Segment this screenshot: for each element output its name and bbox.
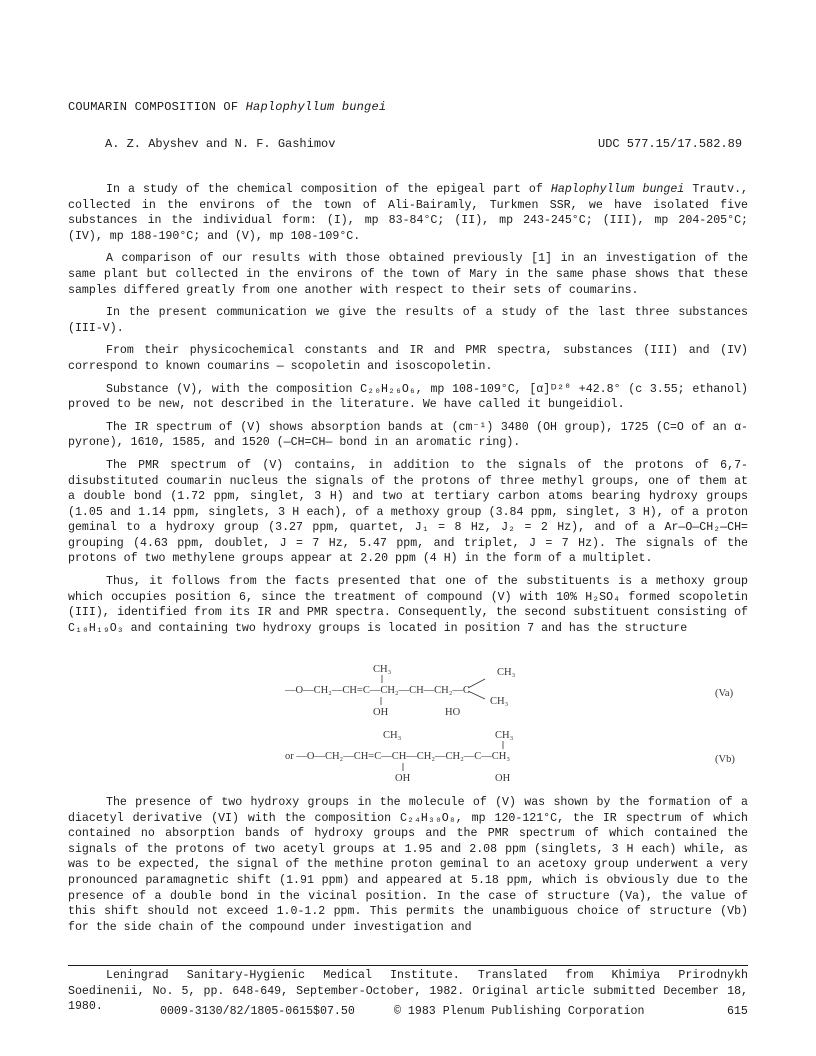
paragraph-6: The IR spectrum of (V) shows absorption bands at (cm⁻¹) 3480 (OH group), 1725 (C=O of an α-pyrone), 1610, 1585, and 1520 (—CH=CH— bond in an aromatic ring). xyxy=(68,420,748,450)
species-name: Haplophyllum bungei xyxy=(245,100,387,114)
vb-oh-left: OH xyxy=(395,773,411,784)
body-text xyxy=(68,182,748,643)
paragraph-2: A comparison of our results with those obtained previously [1] in an investigation of the same plant but collected in the environs of the town of Mary in the same phase shows that these samples differed greatly from one another with respect to their sets of coumarins. xyxy=(68,252,748,297)
vb-ch3-left: CH₃ xyxy=(383,730,402,741)
paragraph-7: The PMR spectrum of (V) contains, in addition to the signals of the protons of 6,7-disubstituted coumarin nucleus the signals of the protons of three methyl groups, one of them at a double bond (1.72 ppm, singlet, 3 H) and two at tertiary carbon atoms bearing hydroxy groups (1.05 and 1.14 ppm, singlets, 3 H each), of a methoxy group (3.84 ppm, singlet, 3 H), of a proton geminal to a hydroxy group (3.27 ppm, quartet, J₁ = 8 Hz, J₂ = 2 Hz), and of a Ar—O—CH₂—CH= grouping (4.63 ppm, doublet, J = 7 Hz, 5.47 ppm, and triplet, J = 7 Hz). The signals of the protons of two methylene groups appear at 2.20 ppm (4 H) in the form of a multiplet. xyxy=(68,458,748,566)
paragraph-9: The presence of two hydroxy groups in the molecule of (V) was shown by the formation of a diacetyl derivative (VI) with the composition C₂₄H₃₀O₈, mp 120-121°C, the IR spectrum of which contained no absorption bands of hydroxy groups and the PMR spectrum of which contained the signals of the protons of two acetyl groups at 1.95 and 2.08 ppm (singlets, 3 H each) while, as was to be expected, the signal of the methine proton geminal to an acetoxy group underwent a very pronounced paramagnetic shift (1.91 ppm) and appeared at 5.18 ppm, which is obviously due to the presence of a double bond in the vicinal position. In the case of structure (Va), the value of this shift should not exceed 1.0-1.2 ppm. This permits the unambiguous choice of structure (Vb) for the side chain of the compound under investigation and xyxy=(68,796,748,934)
authors: A. Z. Abyshev and N. F. Gashimov xyxy=(105,137,336,151)
vb-chain: or —O—CH₂—CH=C—CH—CH₂—CH₂—C—CH₃ xyxy=(285,751,511,762)
journal-code: 0009-3130/82/1805-0615$07.50 xyxy=(160,1005,355,1018)
va-bond-upper xyxy=(468,679,485,688)
page-number: 615 xyxy=(727,1005,748,1018)
paragraph-5: Substance (V), with the composition C₂₀H₂₆O₆, mp 108-109°C, [α]ᴰ²⁰ +42.8° (c 3.55; ethanol) proved to be new, not described in the literature. We have called it bungeidiol. xyxy=(68,382,748,412)
va-chain: —O—CH₂—CH=C—CH₂—CH—CH₂—C xyxy=(285,685,470,696)
vb-oh-right: OH xyxy=(495,773,511,784)
va-ho: HO xyxy=(445,707,461,718)
article-title: COUMARIN COMPOSITION OF Haplophyllum bungei xyxy=(68,100,387,114)
body-text-continued xyxy=(68,795,748,942)
structure-vb xyxy=(285,728,755,786)
paragraph-1: In a study of the chemical composition of the epigeal part of Haplophyllum bungei Trautv., collected in the environs of the town of Ali-Bairamly, Turkmen SSR, we have isolated five substances in the individual form: (I), mp 83-84°C; (II), mp 243-245°C; (III), mp 204-205°C; (IV), mp 188-190°C; and (V), mp 108-109°C. xyxy=(68,183,748,243)
vb-ch3-right: CH₃ xyxy=(495,730,514,741)
va-ch3-left: CH₃ xyxy=(373,664,392,675)
va-oh: OH xyxy=(373,707,389,718)
va-ch3-top-right: CH₃ xyxy=(497,667,516,678)
va-bond-lower xyxy=(468,691,485,699)
vb-label: (Vb) xyxy=(715,754,735,765)
udc-code: UDC 577.15/17.582.89 xyxy=(598,137,743,151)
va-label: (Va) xyxy=(715,688,734,699)
paragraph-8: Thus, it follows from the facts presented that one of the substituents is a methoxy group which occupies position 6, since the treatment of compound (V) with 10% H₂SO₄ formed scopoletin (III), identified from its IR and PMR spectra. Consequently, the second substituent consisting of C₁₀H₁₉O₃ and containing two hydroxy groups is located in position 7 and has the structure xyxy=(68,575,748,635)
paragraph-4: From their physicochemical constants and IR and PMR spectra, substances (III) and (IV) correspond to known coumarins — scopoletin and isoscopoletin. xyxy=(68,344,748,373)
va-ch3-right: CH₃ xyxy=(490,696,509,707)
footnote-text: Leningrad Sanitary-Hygienic Medical Institute. Translated from Khimiya Prirodnykh Soedinenii, No. 5, pp. 648-649, September-October, 1982. Original article submitted December 18, 1980. xyxy=(68,969,748,1014)
copyright: © 1983 Plenum Publishing Corporation xyxy=(394,1005,645,1018)
structure-va xyxy=(285,662,755,724)
paragraph-3: In the present communication we give the results of a study of the last three substances (III-V). xyxy=(68,306,748,335)
structure-vb-drawing xyxy=(285,728,755,786)
footnote-divider xyxy=(68,965,748,966)
structure-va-drawing xyxy=(285,662,755,724)
